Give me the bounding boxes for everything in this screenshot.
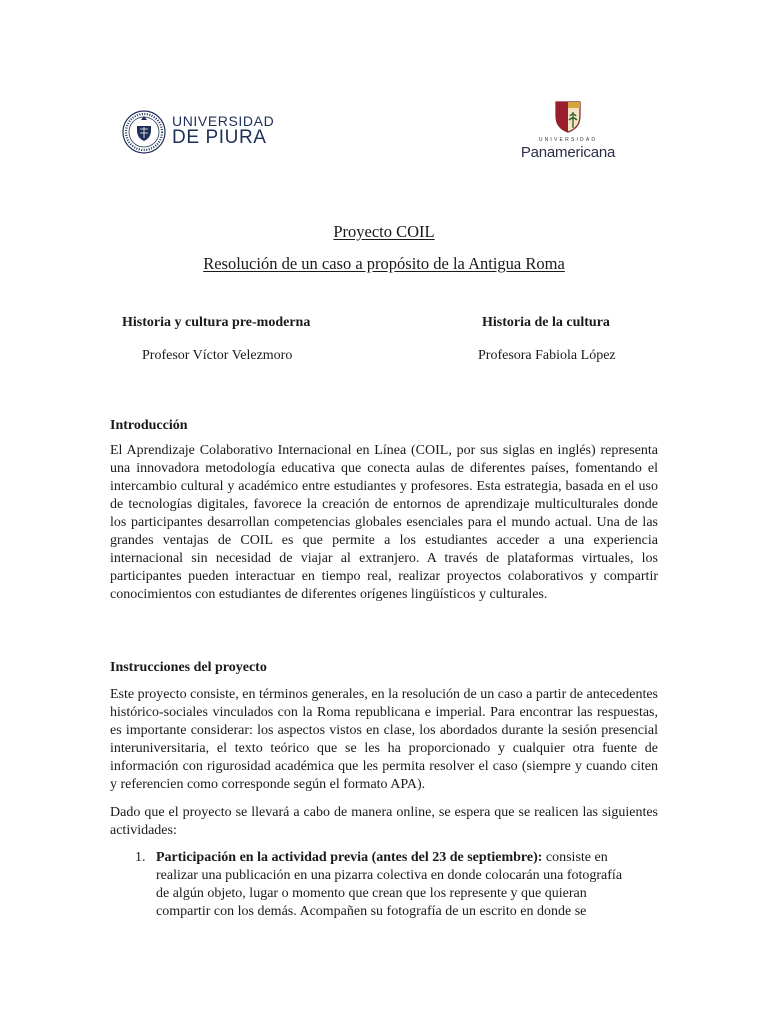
instructions-heading: Instrucciones del proyecto [110, 660, 267, 675]
up-big-text: Panamericana [520, 144, 616, 161]
instructions-paragraph-1: Este proyecto consiste, en términos generales, en la resolución de un caso a partir de antecedentes histórico-sociales vinculados con la Roma republicana e imperial. Para encontrar las respuestas, es importante considerar: los aspectos vistos en clase, los abordados durante la sesión presencial interuniversitaria, el texto teórico que se les ha proporcionado y cualquier otra fuente de información con rigurosidad académica que les permita resolver el caso (siempre y cuando citen y referencien como corresponde según el formato APA). [110, 687, 658, 792]
document-title: Proyecto COIL [333, 222, 435, 241]
course-left: Historia y cultura pre-moderna [122, 315, 311, 330]
udep-line2: DE PIURA [172, 127, 267, 148]
list-item-bold: Participación en la actividad previa (antes del 23 de septiembre): [156, 850, 543, 865]
list-item-number: 1. [135, 850, 146, 865]
list-item-body: consiste en realizar una publicación en una pizarra colectiva en donde colocarán una fotografía de algún objeto, lugar o momento que crean que los represente y que quieran compartir con los demás. Acompañen su fotografía de un escrito en donde se [156, 850, 623, 919]
document-subtitle: Resolución de un caso a propósito de la Antigua Roma [203, 254, 565, 273]
up-shield-icon [554, 100, 582, 134]
instructions-paragraph-2: Dado que el proyecto se llevará a cabo de manera online, se espera que se realicen las siguientes actividades: [110, 805, 658, 838]
intro-paragraph: El Aprendizaje Colaborativo Internacional en Línea (COIL, por sus siglas en inglés) representa una innovadora metodología educativa que conecta aulas de diferentes países, fomentando el intercambio cultural y académico entre estudiantes y profesores. Esta estrategia, basada en el uso de tecnologías digitales, favorece la creación de entornos de aprendizaje multiculturales donde los participantes desarrollan competencias globales esenciales para el mundo actual. Una de las grandes ventajas de COIL es que permite a los estudiantes acceder a una experiencia internacional sin necesidad de viajar al extranjero. A través de plataformas virtuales, los participantes pueden interactuar en tiempo real, realizar proyectos colaborativos y compartir conocimientos con estudiantes de diferentes orígenes lingüísticos y culturales. [110, 443, 658, 602]
course-right: Historia de la cultura [482, 315, 610, 330]
professor-left: Profesor Víctor Velezmoro [142, 348, 293, 363]
udep-line1: UNIVERSIDAD [172, 113, 275, 129]
professor-right: Profesora Fabiola López [478, 348, 616, 363]
intro-heading: Introducción [110, 418, 188, 433]
universidad-panamericana-logo [508, 100, 628, 166]
list-item-text [156, 849, 636, 921]
up-small-text: UNIVERSIDAD [538, 137, 598, 143]
udep-seal-icon [120, 98, 168, 162]
universidad-de-piura-logo [120, 98, 280, 162]
